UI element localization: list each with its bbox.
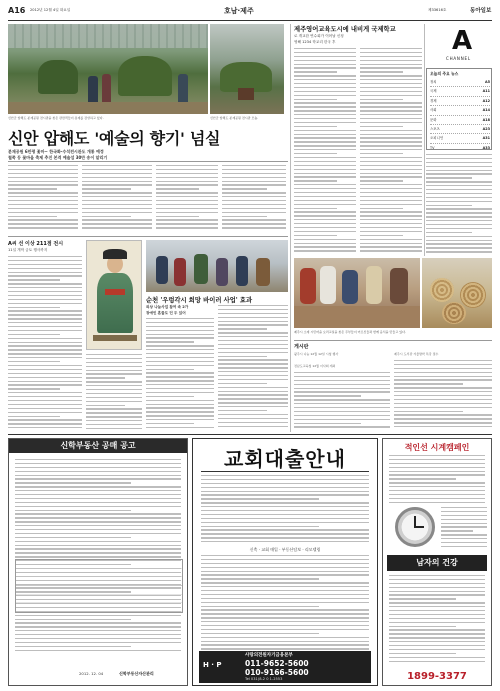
portrait-painting xyxy=(86,240,142,350)
watch-ad-body xyxy=(389,455,485,505)
index-row[interactable]: 정치 A5 xyxy=(430,78,490,87)
index-row[interactable]: 경제 A12 xyxy=(430,97,490,106)
headline-rule xyxy=(8,161,288,162)
realestate-ad-body xyxy=(15,459,181,655)
notice-rule xyxy=(294,340,492,341)
notice-body-right xyxy=(394,360,492,432)
church-loan-tel[interactable]: Tel 031)8-2 0 1-2553 xyxy=(245,677,283,681)
volunteers-photo xyxy=(146,240,288,292)
watch-ad-title: 적인선 시계캠페인 xyxy=(404,442,470,452)
watch-ad-lower-body xyxy=(389,575,485,667)
main-story-body-col3 xyxy=(156,165,218,233)
church-loan-phone-2[interactable]: 010-9166-5600 xyxy=(245,668,309,677)
jeju-subhead-2: 영해 1234 학교리 한국 후 xyxy=(294,40,336,44)
church-loan-org: 사랑의전원자기금융본부 xyxy=(245,653,293,658)
notice-title: 게시판 xyxy=(294,344,309,350)
realestate-ad-date: 2012. 12. 04 xyxy=(79,671,104,676)
issue-date: 2012년 12월 4일 화요일 xyxy=(30,8,71,12)
notice-item-3: 제주시 도서관 겨울방학 특강 접수 xyxy=(394,352,439,356)
suncheon-body-col1 xyxy=(146,318,214,432)
news-index-list xyxy=(430,78,490,152)
church-loan-contact-box xyxy=(199,651,371,683)
main-story-body-col1 xyxy=(8,165,78,233)
index-row[interactable]: 스포츠 A23 xyxy=(430,125,490,134)
church-loan-body xyxy=(201,475,369,545)
column-divider-1 xyxy=(290,24,291,432)
artist-body-col2 xyxy=(86,354,142,432)
kitchen-photo-caption: 제주시 소재 시민마을 요리교실을 찾은 주부들이 어르신들과 함께 음식을 만들고 있다. xyxy=(294,330,406,334)
index-row[interactable]: 사회 A14 xyxy=(430,106,490,115)
realestate-ad-title-bar xyxy=(9,439,187,453)
watch-ad-brand: 남자의 건강 xyxy=(416,558,458,567)
artist-headline: A씨 선 이상 211점 전시 xyxy=(8,241,64,247)
section-name: 호남·제주 xyxy=(224,7,254,15)
church-loan-title: 교회대출안내 xyxy=(224,447,346,471)
jeju-body-col2 xyxy=(360,48,422,254)
church-loan-title-rule xyxy=(201,471,369,472)
jeju-body-col1 xyxy=(294,48,356,254)
page-number: A16 xyxy=(8,6,26,15)
artist-subhead: 11일 개막 금토 행사까지 xyxy=(8,248,48,252)
notice-item-2: 전남도교육청 12월 이사회 개최 xyxy=(294,364,336,368)
watch-icon xyxy=(395,507,435,547)
jeju-subhead-1: 로 개교한 연수회가 이어날 신청 xyxy=(294,34,344,38)
header-rule xyxy=(8,20,492,21)
realestate-ad-table xyxy=(15,559,183,613)
realestate-ad xyxy=(8,438,188,686)
main-story-body-col4 xyxy=(222,165,286,233)
main-headline: 신안 압해도 '예술의 향기' 넘실 xyxy=(8,129,221,148)
main-subhead-1: 분재공원 6만평 꽃마~ 한국화·수석전시관도 개통 예정 xyxy=(8,149,104,154)
realestate-ad-title: 신학부동산 공매 공고 xyxy=(60,441,136,450)
page-header xyxy=(8,6,492,20)
artist-body-col1 xyxy=(8,256,82,432)
newspaper-name: 동아일보 xyxy=(470,8,492,14)
main-subhead-2: 철쭉 등 꽃마을 축제 추진 본격 예술섬 30만 송이 알리기 xyxy=(8,155,108,160)
channel-a-logo xyxy=(440,26,490,64)
watch-ad-details xyxy=(441,507,487,551)
news-index-box xyxy=(426,68,492,150)
church-loan-phone-label: H · P xyxy=(203,661,222,669)
index-row[interactable]: 문화 A18 xyxy=(430,116,490,125)
index-row[interactable]: TV A33 xyxy=(430,145,490,150)
baskets-photo xyxy=(422,258,492,328)
jeju-headline: 제주영어교육도시에 내비게 국제학교 xyxy=(294,26,396,33)
church-loan-subtitle: 신축 · 교회 매입 · 부동산담보 · 리모델링 xyxy=(249,547,321,552)
main-story-body-col2 xyxy=(82,165,152,233)
watch-ad-phone[interactable]: 1899-3377 xyxy=(407,671,467,682)
kitchen-class-photo xyxy=(294,258,420,328)
suncheon-headline: 순천 '우렁각시 희망 바이러 사업' 효과 xyxy=(146,297,253,304)
church-loan-ad xyxy=(192,438,378,686)
channel-a-letter: A xyxy=(452,26,473,56)
bonsai-greenhouse-photo xyxy=(8,24,208,114)
photo-caption-2: 신안군 압해도 분재공원 전시관 모습. xyxy=(210,116,259,120)
news-index-title: 오늘의 주요 뉴스 xyxy=(430,71,459,76)
mid-left-rule xyxy=(8,236,288,237)
edition-number: 제33616호 xyxy=(428,8,447,12)
ads-top-rule xyxy=(8,434,492,435)
photo-caption-1: 신안군 압해도 분재공원 전시관을 찾은 관람객들이 분재를 감상하고 있다. xyxy=(8,116,104,120)
column-divider-2 xyxy=(424,24,425,256)
suncheon-body-col2 xyxy=(218,305,288,432)
suncheon-subhead-1: 외상 나눔사업 참여 속 2가 xyxy=(146,305,189,309)
watch-campaign-ad xyxy=(382,438,492,686)
church-loan-phone-1[interactable]: 011-9652-5600 xyxy=(245,659,309,668)
sidebar-text-block xyxy=(426,154,492,254)
channel-a-wordmark: CHANNEL xyxy=(446,56,471,61)
notice-item-1: 광주시 나눔 12월 12일 시청 행사 xyxy=(294,352,339,356)
index-row[interactable]: 국제 A11 xyxy=(430,87,490,96)
bonsai-hall-photo xyxy=(210,24,284,114)
watch-ad-banner xyxy=(387,555,487,571)
index-row[interactable]: 오피니언 A31 xyxy=(430,134,490,143)
realestate-ad-org: 신학부동산자산관리 xyxy=(119,671,154,676)
notice-body-left xyxy=(294,372,390,432)
suncheon-subhead-2: 장애인 흔들도 딘 두 있어 xyxy=(146,311,186,315)
church-loan-details xyxy=(201,555,369,651)
